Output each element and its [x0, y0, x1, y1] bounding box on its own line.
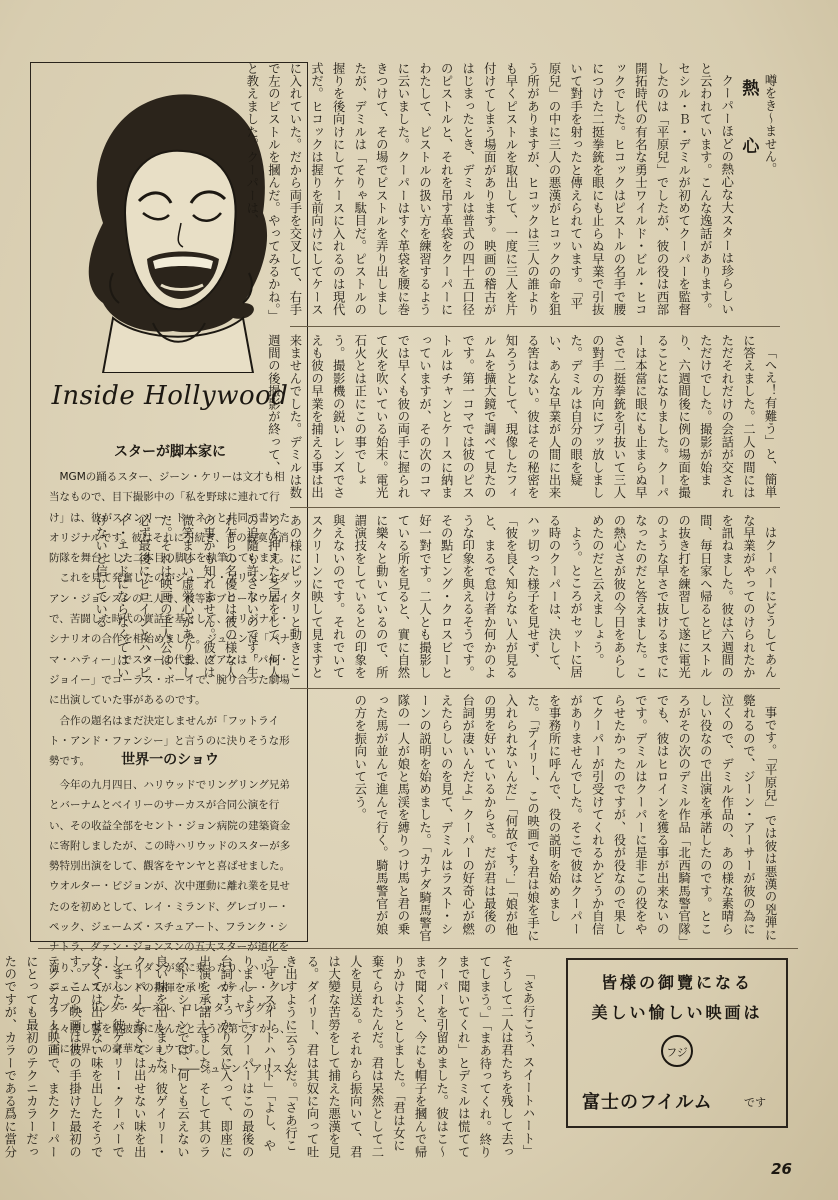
page-number: 26 — [771, 1160, 792, 1178]
article-column-2 — [266, 334, 780, 504]
column-divider — [290, 326, 780, 327]
fuji-logo-text: フジ — [666, 1046, 688, 1059]
byline: カツト――ジューン・アリスン — [147, 1063, 293, 1076]
column-divider — [290, 507, 780, 508]
fuji-film-advertisement — [566, 958, 788, 1128]
paragraph: クーパーほどの熱心な大スターは珍らしいと云われています。こんな逸話があります。セシル・Ｂ・デミルが初めてクーパーを監督したのは「平原兒」でしたが、彼の役は西部開拓時代の有名な勇士ワイルド・ビル・ヒコックでした。ヒコックはピストルの名手で腰につけた二挺拳銃を眼にも止らぬ早業で引抜いて對手を射ったと傳えられています。「平原兒」の中に三人の悪漢がヒコックの命を狙う所がありますが、ヒコックは三人の誰よりも早くピストルを取出して、一度に三人を片付けてしまう場面があります。映画の稽古がはじまったとき、デミルは普式の四十五口径のピストルと、それを吊す革袋をクーパーにわたして、ピストルの扱い方を練習するように云いました。クーパーはすぐ革袋を腰に巻きつけて、その場でピストルを弄り出しましたが、デミルは「そりゃ駄目だ。ピストルの握りを後向けにしてケースに入れるのは現代式だ。ヒコックは握りを前向けにしてケースに入れていた。だから両手を交叉して、右手で左のピストルを摑んだ。やってみるかね。」と教えました。クーパーは、 — [244, 62, 734, 317]
paragraph: よう。ところがセットに居る時のクーパーは、決して、ハッ切った様子を見せず、「彼を良く知らない人が見ると、まるで怠け者か何かのような印象を與えるそうです。その點ビング・クロスビーと好一對です。二人とも撮影している所を見ると、實に自然に樂々と動いているので、所謂演技をしているとの印象を與えないのです。それでいてスクリーンに映して見ますとあの様にピッタリと動きところを押えた芝居をして、何人の追隨も許さないのです。生れ乍らの名優とは彼の様な人の事かも知れません。彼には微笑ましい虚栄心がありました。それは映画の主人公は、必ず最後にヒロインとハッピイ・エンドにならなくてはいけないと信じている — [93, 514, 583, 680]
section-heading-greatest-show: 世界一のショウ — [121, 752, 219, 768]
paragraph: はクーパーにどうしてあんな早業がやってのけられたかを訊ねました。彼は六週間の間、毎日家へ帰るとピストルの抜き打を練習して遂に電光のような早さで抜けるまでになったのだと答えました。この熱心さが彼の今日をあらしめたのだと云えましょう。 — [590, 514, 777, 680]
paragraph: 「さあ行こう、スイートハート」そうして二人は君たちを残して去ってしまう。」「まあ待ってくれ。終りまで聞いてくれ」とデミルは慌ててクーパーを引留めました。彼はこ〜まで聞くと、今にも帽子を摑んで帰りかけようとしました。「君は女に棄てられたんだ。君は呆然として二人を見送る。それから振向いて、君は大變な苦勞をして捕えた悪漢を見る。ダイリー、君は其奴に向って吐き出すように云うんだ。「さあ行こうぜ、スイートハート」「よし、やりましょう」クーパーはこの最後の台詞がすっかり気に入って、即座に出演を承諾しました。そして其のラスト・シーンでは、何とも云えない良い味を出しました。彼ゲイリー・クーパーでなくては出せない味を出しました。彼ゲイリー・クーパーでなくては出せない味を出したそうです。この映画は彼の手掛けた最初のテクニカラー映画で、またクーパーにとっても最初のテクニカラーだったのですが、カラーである爲に當分 — [2, 955, 535, 1159]
section-heading-star-writer: スターが脚本家に — [114, 444, 226, 460]
paragraph: これを見て発奮したのがジューン・アリスンとダアン・ジョンスンの二人で、彼等がブロードウエイで、苦闘した時代の實話を基として、オリジナル・シナリオの合作を相始めました。ジューンは「パナマ・ハティー」でスターの代役、ダアンは「パル・ジョイー」でコーラス・ボーイで、腕り合った劇場に出演していた事があるのです。 — [49, 572, 290, 707]
column-divider — [38, 948, 798, 949]
ad-brand: 富士のフイルム — [582, 1092, 713, 1113]
paragraph: 今年の九月四日、ハリウッドでリングリング兄弟とバーナムとベイリーのサーカスが合同公演を行い、その收益全部をセント・ジョン病院の建築資金に寄附しましたが、この時ハリウッドのスターが多勢特別出演をして、觀客をヤンヤと喜ばせました。ウオルター・ピジョンが、次中運動に離れ業を見せたのを初めとして、レイ・ミランド、グレゴリー・ペック、ジェームズ・スチュアート、フランク・シ 演り、アン・シエリダンが象に乗ったり、ハリー・ジェームスがバンドの指揮を承り、ベティー・グレイブル、リンダ・ダーネル、ロレッタ・ヤングが各々腰し馨を協披露に及んだと云う次第ですから、正に世界一の豪華なショウです。 — [49, 779, 291, 1055]
ad-suffix: です — [744, 1096, 766, 1109]
paragraph: 「へえ！有難う」と、簡単に答えました。二人の間にはただそれだけの会話が交されただけでした。撮影が始まり、六週間後に例の場面を撮ることになりました。クーパーは本當に眼にも止まらぬ早さで二挺拳銃を引抜いて三人の對手の方向にブッ放しました。デミルは自分の眼を疑い、あんな早業が人間に出来る筈はない。彼はその秘密を知ろうとして、現像したフィルムを擴大鏡で調べて見たのです。第一コマでは彼のピストルはチャンとケースに納まっていますが、その次のコマでは早くも彼の両手に握られて火を吹いている始末。電光石火とは正にこの事でしょう。撮影機の鋭いレンズでさえも彼の早業を捕える事は出来ませんでした。デミルは数週間の後撮影が終って、 — [266, 334, 777, 500]
ad-line-2: 美しい愉しい映画は — [591, 1003, 763, 1022]
paragraph: MGMの踊るスター、ジーン・ケリーは文才も相当なもので、目下撮影中の「私を野球に連れて行け」は、彼がスタンリー・ドーネンと共同で書いたオリジナルです。彼はそれに引続き、昔の寂寞の消防隊を舞台とした二本目の脚本を執筆しています。 — [49, 471, 290, 565]
ad-line-1: 皆様の御覽になる — [600, 973, 753, 992]
fuji-logo-icon — [660, 1034, 694, 1068]
paragraph: 合作の題名はまだ決定しませんが「フットライト・アンド・ファンシー」と言うのに決りそうな形勢です。 — [49, 714, 290, 768]
column-divider — [290, 688, 780, 689]
inside-hollywood-title: Inside Hollywood — [51, 381, 289, 411]
lead-line: 噂をき〜ません。 — [763, 74, 777, 176]
article-column-1 — [244, 62, 780, 322]
paragraph: 事です。「平原兒」では彼は悪漢の兇弾に斃れるので、ジーン・アーサーが彼の為に泣くので、デミル作品の、あの様な素晴らしい役なので出演を承諾したのです。ところがその次のデミル作品「北西騎馬警官隊」でも、彼はヒロインを獲る事が出来ないのです。デミルはクーパーに是非この役をやらせたかったのですが、役が役なので果してクーパーが引受けてくれるかどうか自信がありませんでした。そこで彼はクーパーを事務所に呼んで、役の説明を始めました。「デイリー、この映画でも君は娘を手に入れられないんだ」「何故です？」「娘が他の男を好いているからさ。だが君は最後の台詞が凄いんだよ」クーパーの好奇心が燃えたらしいのを見て、デミルはラスト・シーンの説明を始めました。「カナダ騎馬警官隊の一人が娘と馬渓を縛りつけ馬と君の乗った馬が並んで進んで行く。騎馬警官が娘の方を振向いて云う。 — [352, 694, 777, 942]
article-heading: 熱 心 — [738, 79, 759, 166]
article-column-4 — [290, 694, 780, 944]
